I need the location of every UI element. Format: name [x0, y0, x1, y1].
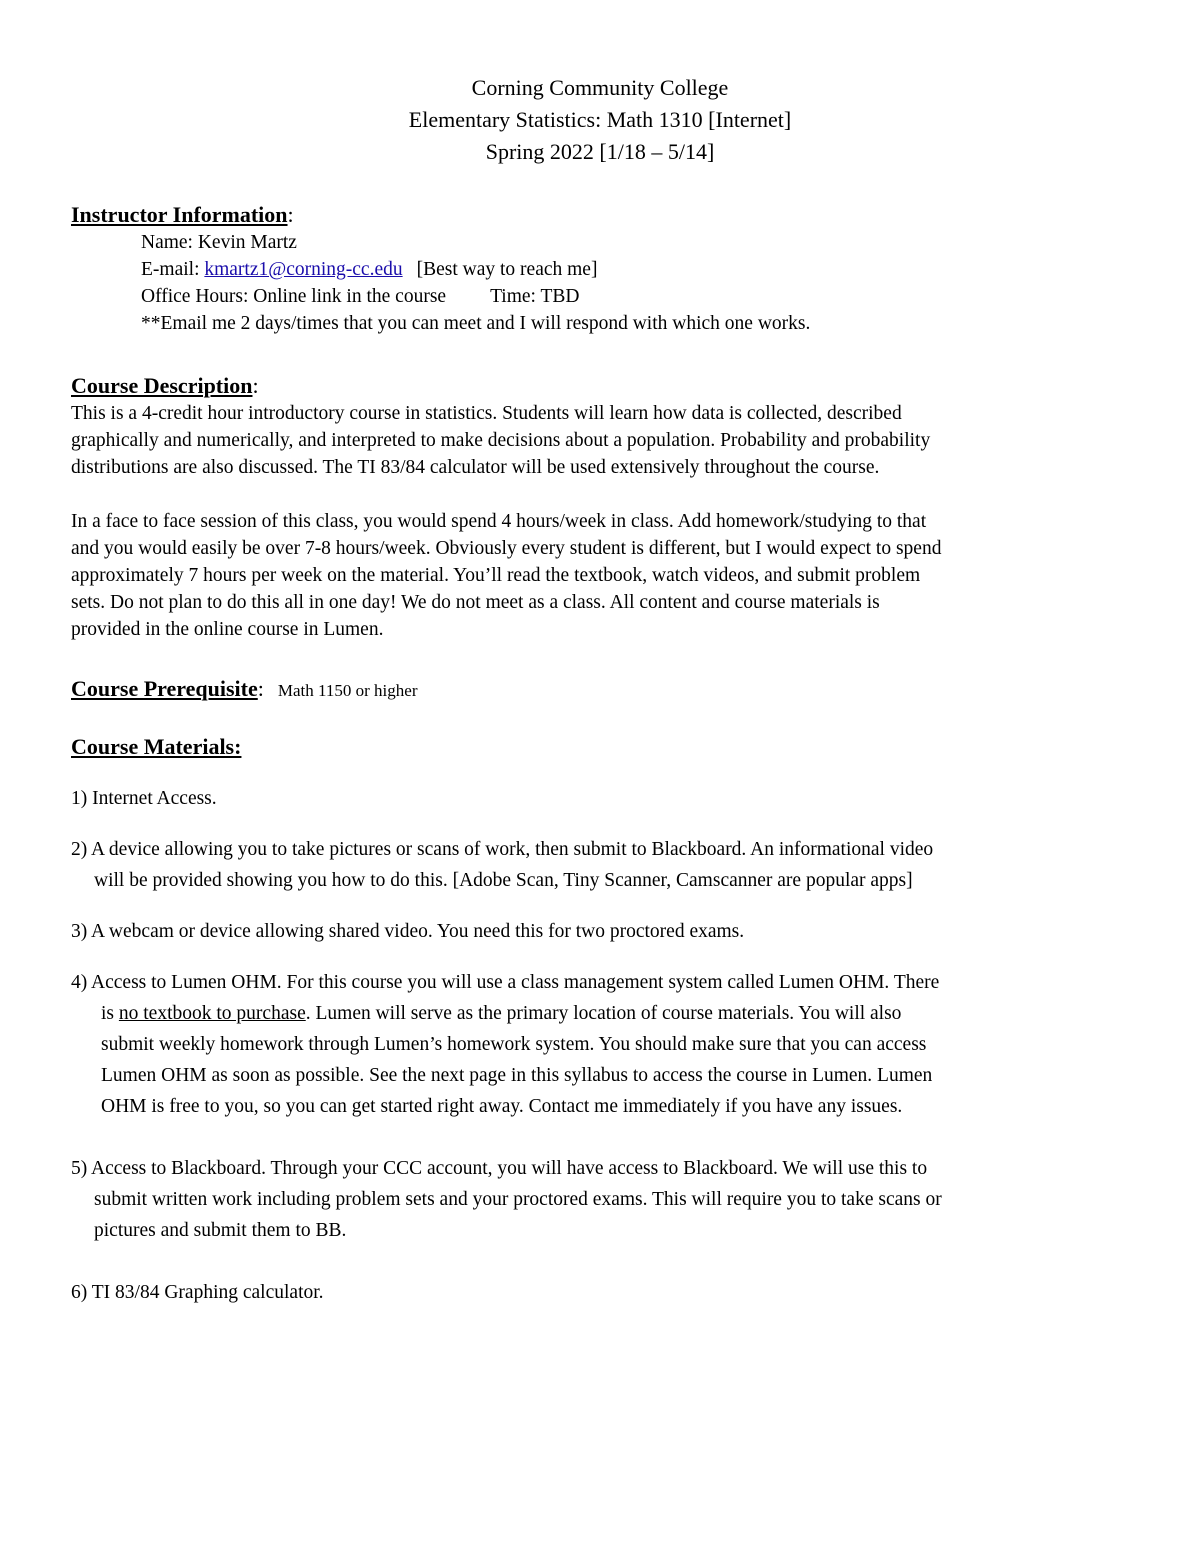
materials-item-4-cont: Lumen OHM as soon as possible. See the next page in this syllabus to access the course in Lumen. Lumen: [101, 1065, 933, 1086]
description-line: sets. Do not plan to do this all in one day! We do not meet as a class. All content and course materials is: [71, 592, 880, 613]
instructor-heading: Instructor Information:: [71, 202, 294, 227]
materials-item-6: 6) TI 83/84 Graphing calculator.: [71, 1282, 324, 1303]
college-name: Corning Community College: [471, 75, 729, 100]
materials-item-2-cont: will be provided showing you how to do this. [Adobe Scan, Tiny Scanner, Camscanner are popular apps]: [94, 870, 913, 891]
materials-item-4: 4) Access to Lumen OHM. For this course you will use a class management system called Lumen OHM. There: [71, 972, 940, 993]
materials-item-4-cont: submit weekly homework through Lumen’s homework system. You should make sure that you can access: [101, 1034, 927, 1055]
instructor-email-line: E-mail: kmartz1@corning-cc.edu [Best way to reach me]: [141, 259, 598, 280]
course-title: Elementary Statistics: Math 1310 [Internet]: [408, 107, 792, 132]
prerequisite-value: Math 1150 or higher: [277, 681, 418, 700]
no-textbook-underlined: no textbook to purchase: [118, 1003, 306, 1024]
materials-item-4-cont: is no textbook to purchase. Lumen will serve as the primary location of course materials. You will also: [101, 1003, 902, 1024]
materials-heading: Course Materials:: [71, 734, 242, 759]
description-line: approximately 7 hours per week on the material. You’ll read the textbook, watch videos, and submit problem: [71, 565, 921, 586]
materials-item-5-cont: pictures and submit them to BB.: [94, 1220, 347, 1241]
description-line: provided in the online course in Lumen.: [71, 619, 384, 640]
meeting-note: **Email me 2 days/times that you can meet and I will respond with which one works.: [141, 313, 811, 334]
description-line: graphically and numerically, and interpreted to make decisions about a population. Probability and probability: [71, 430, 931, 451]
document-header: [0, 72, 1200, 168]
office-hours-line: Office Hours: Online link in the course Time: TBD: [141, 286, 580, 307]
materials-item-4-cont: OHM is free to you, so you can get started right away. Contact me immediately if you have any issues.: [101, 1096, 903, 1117]
materials-item-1: 1) Internet Access.: [71, 788, 217, 809]
office-time: Time: TBD: [490, 286, 580, 307]
course-term: Spring 2022 [1/18 – 5/14]: [485, 139, 715, 164]
description-line: and you would easily be over 7-8 hours/week. Obviously every student is different, but I would expect to spend: [71, 538, 942, 559]
materials-item-2: 2) A device allowing you to take pictures or scans of work, then submit to Blackboard. An informational video: [71, 839, 934, 860]
email-link[interactable]: kmartz1@corning-cc.edu: [204, 259, 403, 280]
instructor-name: Name: Kevin Martz: [141, 232, 297, 253]
description-line: This is a 4-credit hour introductory course in statistics. Students will learn how data is collected, described: [71, 403, 902, 424]
description-line: In a face to face session of this class, you would spend 4 hours/week in class. Add homework/studying to that: [71, 511, 927, 532]
materials-item-3: 3) A webcam or device allowing shared video. You need this for two proctored exams.: [71, 921, 745, 942]
prerequisite-heading: Course Prerequisite: Math 1150 or higher: [71, 676, 418, 701]
materials-item-5: 5) Access to Blackboard. Through your CCC account, you will have access to Blackboard. We will use this to: [71, 1158, 928, 1179]
description-heading: Course Description:: [71, 373, 259, 398]
description-line: distributions are also discussed. The TI 83/84 calculator will be used extensively throughout the course.: [71, 457, 880, 478]
materials-item-5-cont: submit written work including problem sets and your proctored exams. This will require you to take scans or: [94, 1189, 942, 1210]
